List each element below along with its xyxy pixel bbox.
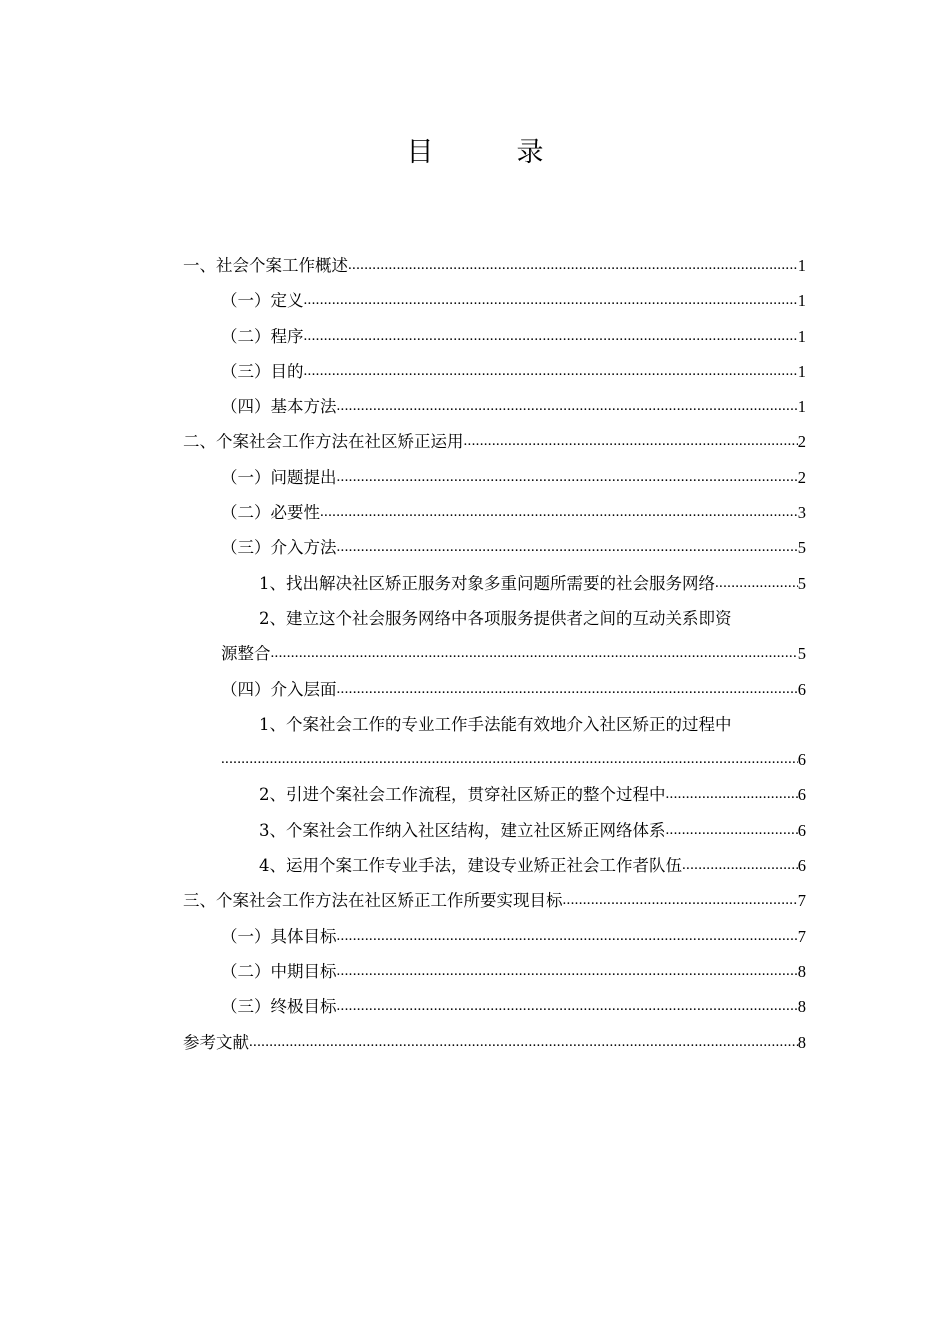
leader-dots bbox=[682, 848, 798, 883]
leader-dots bbox=[249, 1025, 798, 1060]
leader-dots bbox=[221, 742, 798, 777]
toc-entry[interactable]: （四）介入层面 ..... 6 bbox=[183, 672, 806, 707]
toc-entry[interactable]: 1、个案社会工作的专业工作手法能有效地介入社区矫正的过程中 bbox=[259, 714, 732, 734]
toc-entry[interactable]: （一）问题提出 ..... 2 bbox=[183, 460, 806, 495]
page-number: 7 bbox=[797, 926, 806, 946]
page-number: 6 bbox=[797, 750, 806, 770]
toc-entry[interactable]: （三）目的 ..... 1 bbox=[183, 354, 806, 389]
page-number: 3 bbox=[797, 503, 806, 523]
toc-entry[interactable]: （二）程序 ..... 1 bbox=[183, 319, 806, 354]
toc-entry[interactable]: （二）必要性 ..... 3 bbox=[183, 495, 806, 530]
toc-entry[interactable]: （四）基本方法 ..... 1 bbox=[183, 389, 806, 424]
toc-entry[interactable]: 1、找出解决社区矫正服务对象多重问题所需要的社会服务网络 ..... 5 bbox=[183, 566, 806, 601]
leader-dots bbox=[337, 989, 798, 1024]
leader-dots bbox=[464, 424, 798, 459]
toc-entry[interactable]: （一）具体目标 ..... 7 bbox=[183, 919, 806, 954]
table-of-contents bbox=[183, 248, 806, 1060]
page-number: 2 bbox=[797, 432, 806, 452]
page-number: 6 bbox=[797, 856, 806, 876]
leader-dots bbox=[304, 354, 798, 389]
page-number: 6 bbox=[797, 785, 806, 805]
toc-entry[interactable]: 2、建立这个社会服务网络中各项服务提供者之间的互动关系即资 bbox=[259, 608, 732, 628]
leader-dots bbox=[348, 248, 798, 283]
leader-dots bbox=[271, 636, 798, 671]
page-number: 5 bbox=[797, 644, 806, 664]
toc-entry[interactable]: 4、运用个案工作专业手法，建设专业矫正社会工作者队伍 ..... 6 bbox=[183, 848, 806, 883]
leader-dots bbox=[337, 919, 798, 954]
toc-entry[interactable]: 参考文献 ..... 8 bbox=[183, 1025, 806, 1060]
page-number: 1 bbox=[797, 397, 806, 417]
leader-dots bbox=[337, 530, 798, 565]
leader-dots bbox=[337, 389, 798, 424]
toc-entry[interactable]: （三）介入方法 ..... 5 bbox=[183, 530, 806, 565]
toc-entry-continuation[interactable] bbox=[183, 742, 806, 777]
page-number: 8 bbox=[797, 961, 806, 981]
leader-dots bbox=[304, 319, 798, 354]
leader-dots bbox=[666, 813, 798, 848]
page-number: 1 bbox=[797, 361, 806, 381]
page-number: 5 bbox=[797, 573, 806, 593]
page-number: 1 bbox=[797, 326, 806, 346]
toc-entry[interactable]: 3、个案社会工作纳入社区结构，建立社区矫正网络体系 ..... 6 bbox=[183, 813, 806, 848]
leader-dots bbox=[715, 566, 798, 601]
leader-dots bbox=[337, 954, 798, 989]
leader-dots bbox=[304, 283, 798, 318]
page-number: 8 bbox=[797, 1032, 806, 1052]
page-number: 6 bbox=[797, 820, 806, 840]
leader-dots bbox=[337, 460, 798, 495]
page-number: 1 bbox=[797, 256, 806, 275]
leader-dots bbox=[666, 777, 798, 812]
page-number: 8 bbox=[797, 997, 806, 1017]
toc-entry[interactable]: 二、个案社会工作方法在社区矫正运用 ..... 2 bbox=[183, 424, 806, 459]
leader-dots bbox=[320, 495, 798, 530]
leader-dots bbox=[337, 672, 798, 707]
toc-entry[interactable]: 三、个案社会工作方法在社区矫正工作所要实现目标 ..... 7 bbox=[183, 883, 806, 918]
toc-title: 目 录 bbox=[406, 137, 572, 168]
toc-entry[interactable]: 一、社会个案工作概述 ..... 1 bbox=[183, 248, 806, 283]
page-number: 7 bbox=[797, 891, 806, 911]
toc-entry[interactable]: （三）终极目标 ..... 8 bbox=[183, 989, 806, 1024]
toc-entry-continuation[interactable]: 源整合 ..... 5 bbox=[183, 636, 806, 671]
page-number: 5 bbox=[797, 538, 806, 558]
toc-entry[interactable]: （一）定义 ..... 1 bbox=[183, 283, 806, 318]
page-number: 2 bbox=[797, 467, 806, 487]
leader-dots bbox=[563, 883, 798, 918]
page-number: 1 bbox=[797, 291, 806, 311]
toc-entry[interactable]: （二）中期目标 ..... 8 bbox=[183, 954, 806, 989]
page-number: 6 bbox=[797, 679, 806, 699]
toc-entry[interactable]: 2、引进个案社会工作流程，贯穿社区矫正的整个过程中 ..... 6 bbox=[183, 777, 806, 812]
